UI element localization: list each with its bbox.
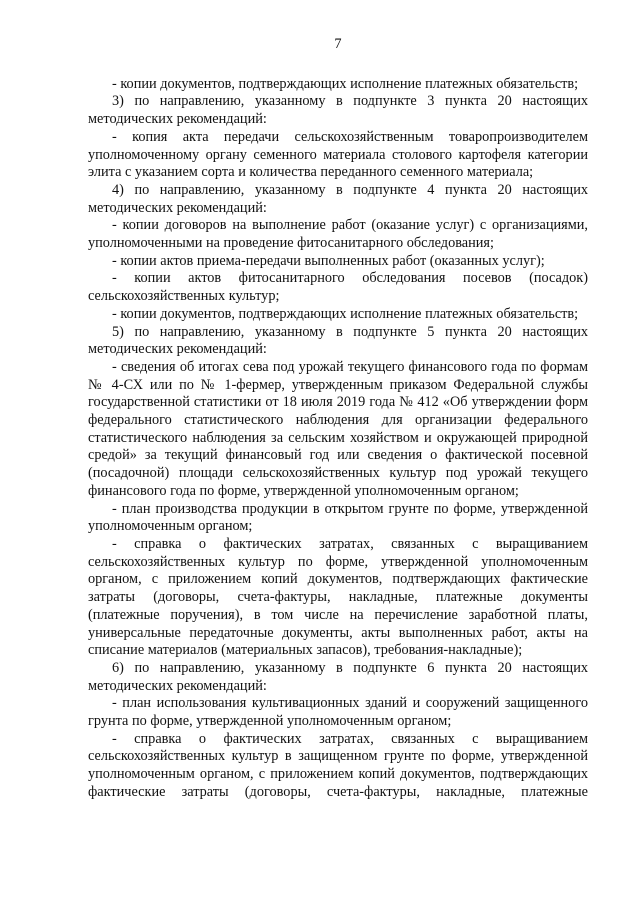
paragraph-9: 5) по направлению, указанному в подпункте 5 пункта 20 настоящих методических рекомендаций: (88, 323, 588, 358)
paragraph-6: - копии актов приема-передачи выполненных работ (оказанных услуг); (112, 252, 545, 269)
paragraph-15: - справка о фактических затратах, связанных с выращиванием сельскохозяйственных культур в защищенном грунте по форме, утвержденной уполномоченным органом, с приложением копий документов, подтверждающих фактические затраты (договоры, счета-фактуры, накладные, платежные (88, 730, 588, 800)
paragraph-11: - план производства продукции в открытом грунте по форме, утвержденной уполномоченным органом; (88, 500, 588, 535)
paragraph-7: - копии актов фитосанитарного обследования посевов (посадок) сельскохозяйственных культур; (88, 270, 588, 305)
paragraph-10: - сведения об итогах сева под урожай текущего финансового года по формам № 4-СХ или по № 1-фермер, утвержденным приказом Федеральной службы государственной статистики от 18 июля 2019 года № 412 «Об утверждении форм федерального статистического наблюдения для организации федерального статистического наблюдения за сельским хозяйством и окружающей природной средой» за текущий финансовый год или сведения о фактической посевной (посадочной) площади сельскохозяйственных культур под урожай текущего финансового года по форме, утвержденной уполномоченным органом; (88, 358, 588, 499)
paragraph-14: - план использования культивационных зданий и сооружений защищенного грунта по форме, утвержденной уполномоченным органом; (88, 695, 588, 730)
paragraph-8: - копии документов, подтверждающих исполнение платежных обязательств; (112, 305, 579, 322)
page-number: 7 (334, 36, 342, 52)
paragraph-5: - копии договоров на выполнение работ (оказание услуг) с организациями, уполномоченными на проведение фитосанитарного обследования; (88, 217, 588, 252)
paragraph-3: - копия акта передачи сельскохозяйственным товаропроизводителем уполномоченному органу семенного материала столового картофеля категории элита с указанием сорта и количества переданного семенного материала; (88, 128, 588, 181)
paragraph-4: 4) по направлению, указанному в подпункте 4 пункта 20 настоящих методических рекомендаций: (88, 181, 588, 216)
paragraph-2: 3) по направлению, указанному в подпункте 3 пункта 20 настоящих методических рекомендаций: (88, 93, 588, 128)
paragraph-1: - копии документов, подтверждающих исполнение платежных обязательств; (112, 75, 579, 92)
paragraph-13: 6) по направлению, указанному в подпункте 6 пункта 20 настоящих методических рекомендаций: (88, 659, 588, 694)
paragraph-12: - справка о фактических затратах, связанных с выращиванием сельскохозяйственных культур по форме, утвержденной уполномоченным органом, с приложением копий документов, подтверждающих фактические затраты (договоры, счета-фактуры, накладные, платежные документы (платежные поручения), в том числе на перечисление заработной платы, универсальные передаточные документы, акты выполненных работ, акты на списание материалов (материальных запасов), требования-накладные); (88, 535, 588, 659)
